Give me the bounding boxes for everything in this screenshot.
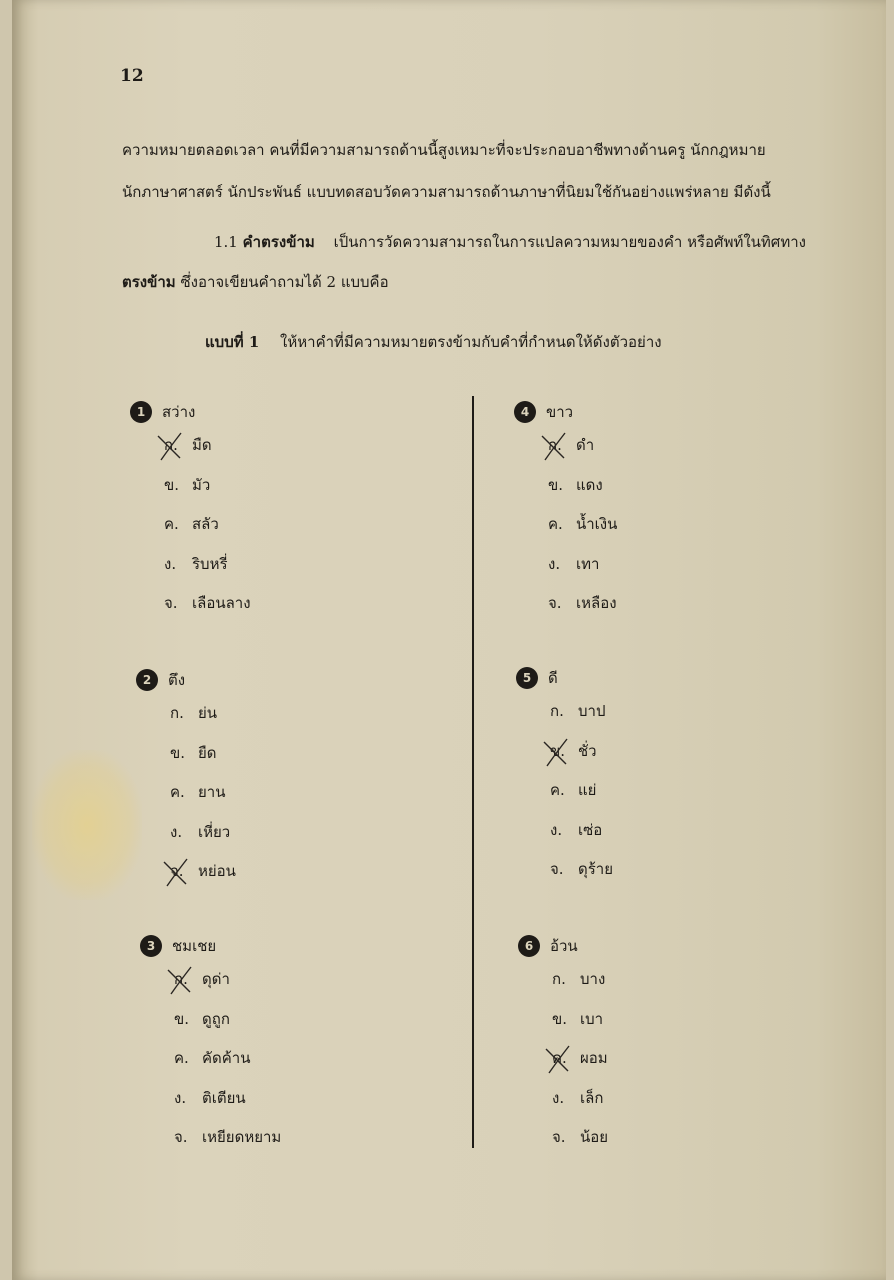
question-6 [518,932,818,1158]
option-item [550,850,816,890]
option-text: เลือนลาง [192,594,251,612]
option-letter: จ. [548,594,562,612]
option-text: เทา [576,554,600,573]
question-number: 5 [516,667,538,689]
paper-stain [32,750,142,900]
options-list [170,694,436,892]
option-text: คัดค้าน [202,1049,251,1067]
option-letter: ก. [164,436,178,454]
column-divider [472,396,474,1148]
option-letter: ก. [174,970,188,988]
option-text: บาง [580,970,606,988]
option-letter: ข. [170,743,186,762]
option-item [548,426,814,466]
option-text: แดง [576,475,603,494]
option-item [164,426,430,466]
option-letter: ง. [174,1088,187,1107]
option-letter: ก. [552,970,566,988]
option-letter: ก. [548,436,562,454]
question-2 [136,666,436,892]
option-text: ชั่ว [578,741,597,760]
option-item [174,960,440,1000]
option-letter: จ. [164,594,178,612]
option-item [164,545,430,585]
option-letter: ง. [550,820,563,839]
option-text: ยาน [198,783,226,801]
option-item [552,1118,818,1158]
option-item [174,1039,440,1079]
instruction-text: ให้หาคำที่มีความหมายตรงข้ามกับคำที่กำหนดให้ดังตัวอย่าง [280,333,662,351]
option-item [170,773,436,813]
section-title: คำตรงข้าม [242,233,315,251]
section-desc-2-rest: ซึ่งอาจเขียนคำถามได้ 2 แบบคือ [180,273,389,291]
option-text: สลัว [192,515,219,533]
option-letter: ง. [164,554,177,573]
option-item [548,545,814,585]
option-item [164,505,430,545]
option-letter: ข. [552,1009,568,1028]
intro-line-1-part-1: ความหมายตลอดเวลา [122,141,265,159]
option-text: น้อย [580,1128,609,1146]
option-text: แย่ [578,781,597,799]
option-text: เล็ก [580,1088,604,1107]
page-number: 12 [120,66,144,86]
option-text: บาป [578,702,606,720]
option-item [552,960,818,1000]
options-list [174,960,440,1158]
section-desc-2-bold: ตรงข้าม [122,273,176,291]
intro-line-1 [122,140,838,160]
option-text: ดุร้าย [578,860,614,878]
option-letter: ง. [170,822,183,841]
option-letter: ค. [170,783,185,801]
option-letter: ค. [174,1049,189,1067]
option-letter: ก. [550,702,564,720]
option-text: ดูถูก [202,1009,230,1028]
option-letter: ข. [164,475,180,494]
option-item [552,1039,818,1079]
option-text: น้ำเงิน [576,515,618,533]
question-header [140,932,440,960]
option-text: ย่น [198,704,218,722]
question-number: 4 [514,401,536,423]
option-item [548,505,814,545]
option-letter: ค. [164,515,179,533]
option-text: เหยียดหยาม [202,1128,282,1146]
question-stem: อ้วน [550,937,578,955]
question-stem: ชมเชย [172,937,217,955]
question-stem: ตึง [168,671,186,689]
intro-line-2: นักภาษาศาสตร์ นักประพันธ์ แบบทดสอบวัดความสามารถด้านภาษาที่นิยมใช้กันอย่างแพร่หลาย มีดังนี้ [122,183,771,201]
option-letter: จ. [552,1128,566,1146]
question-header [518,932,818,960]
question-header [130,398,430,426]
option-item [550,811,816,851]
question-stem: ขาว [546,403,574,421]
intro-line-1-part-2: คนที่มีความสามารถด้านนี้สูงเหมาะที่จะประกอบอาชีพทางด้านครู [269,141,686,159]
option-item [164,466,430,506]
option-text: ดุด่า [202,970,230,988]
question-4 [514,398,814,624]
section-number: 1.1 [214,233,238,251]
option-item [170,813,436,853]
question-3 [140,932,440,1158]
option-item [164,584,430,624]
question-number: 1 [130,401,152,423]
question-number: 3 [140,935,162,957]
options-list [164,426,430,624]
option-item [550,771,816,811]
options-list [552,960,818,1158]
option-letter: ข. [174,1009,190,1028]
section-line-2 [122,272,838,292]
question-header [516,664,816,692]
question-1 [130,398,430,624]
option-item [548,584,814,624]
option-letter: ข. [548,475,564,494]
option-letter: จ. [170,862,184,880]
option-item [170,694,436,734]
question-5 [516,664,816,890]
option-item [548,466,814,506]
question-stem: สว่าง [162,403,196,421]
intro-paragraph [122,140,838,202]
option-text: เหี่ยว [198,822,231,841]
option-letter: ค. [548,515,563,533]
option-text: เหลือง [576,594,617,612]
option-item [552,1000,818,1040]
option-letter: ค. [550,781,565,799]
option-text: ติเตียน [202,1088,246,1107]
options-list [550,692,816,890]
question-stem: ดี [548,669,558,687]
option-text: ริบหรี่ [192,554,228,573]
option-item [174,1079,440,1119]
option-item [174,1000,440,1040]
question-number: 2 [136,669,158,691]
option-text: เบา [580,1009,604,1028]
intro-line-1-part-3: นักกฎหมาย [690,141,766,159]
option-letter: จ. [550,860,564,878]
question-header [514,398,814,426]
section-desc-1: เป็นการวัดความสามารถในการแปลความหมายของคำ หรือศัพท์ในทิศทาง [333,233,806,251]
question-number: 6 [518,935,540,957]
option-text: ดำ [576,436,595,454]
option-letter: ข. [550,741,566,760]
option-item [552,1079,818,1119]
instruction [205,330,662,354]
option-text: ยืด [198,743,217,762]
option-text: มืด [192,436,212,454]
question-header [136,666,436,694]
option-letter: ง. [552,1088,565,1107]
option-item [170,734,436,774]
option-item [170,852,436,892]
option-letter: ค. [552,1049,567,1067]
option-text: ผอม [580,1049,608,1067]
option-text: เซ่อ [578,820,603,839]
option-letter: จ. [174,1128,188,1146]
option-text: มัว [192,475,211,494]
options-list [548,426,814,624]
section-paragraph [122,232,838,292]
option-item [550,732,816,772]
option-text: หย่อน [198,862,236,880]
option-item [174,1118,440,1158]
option-item [550,692,816,732]
instruction-label: แบบที่ 1 [205,333,260,351]
section-line-1 [122,232,838,252]
option-letter: ง. [548,554,561,573]
option-letter: ก. [170,704,184,722]
